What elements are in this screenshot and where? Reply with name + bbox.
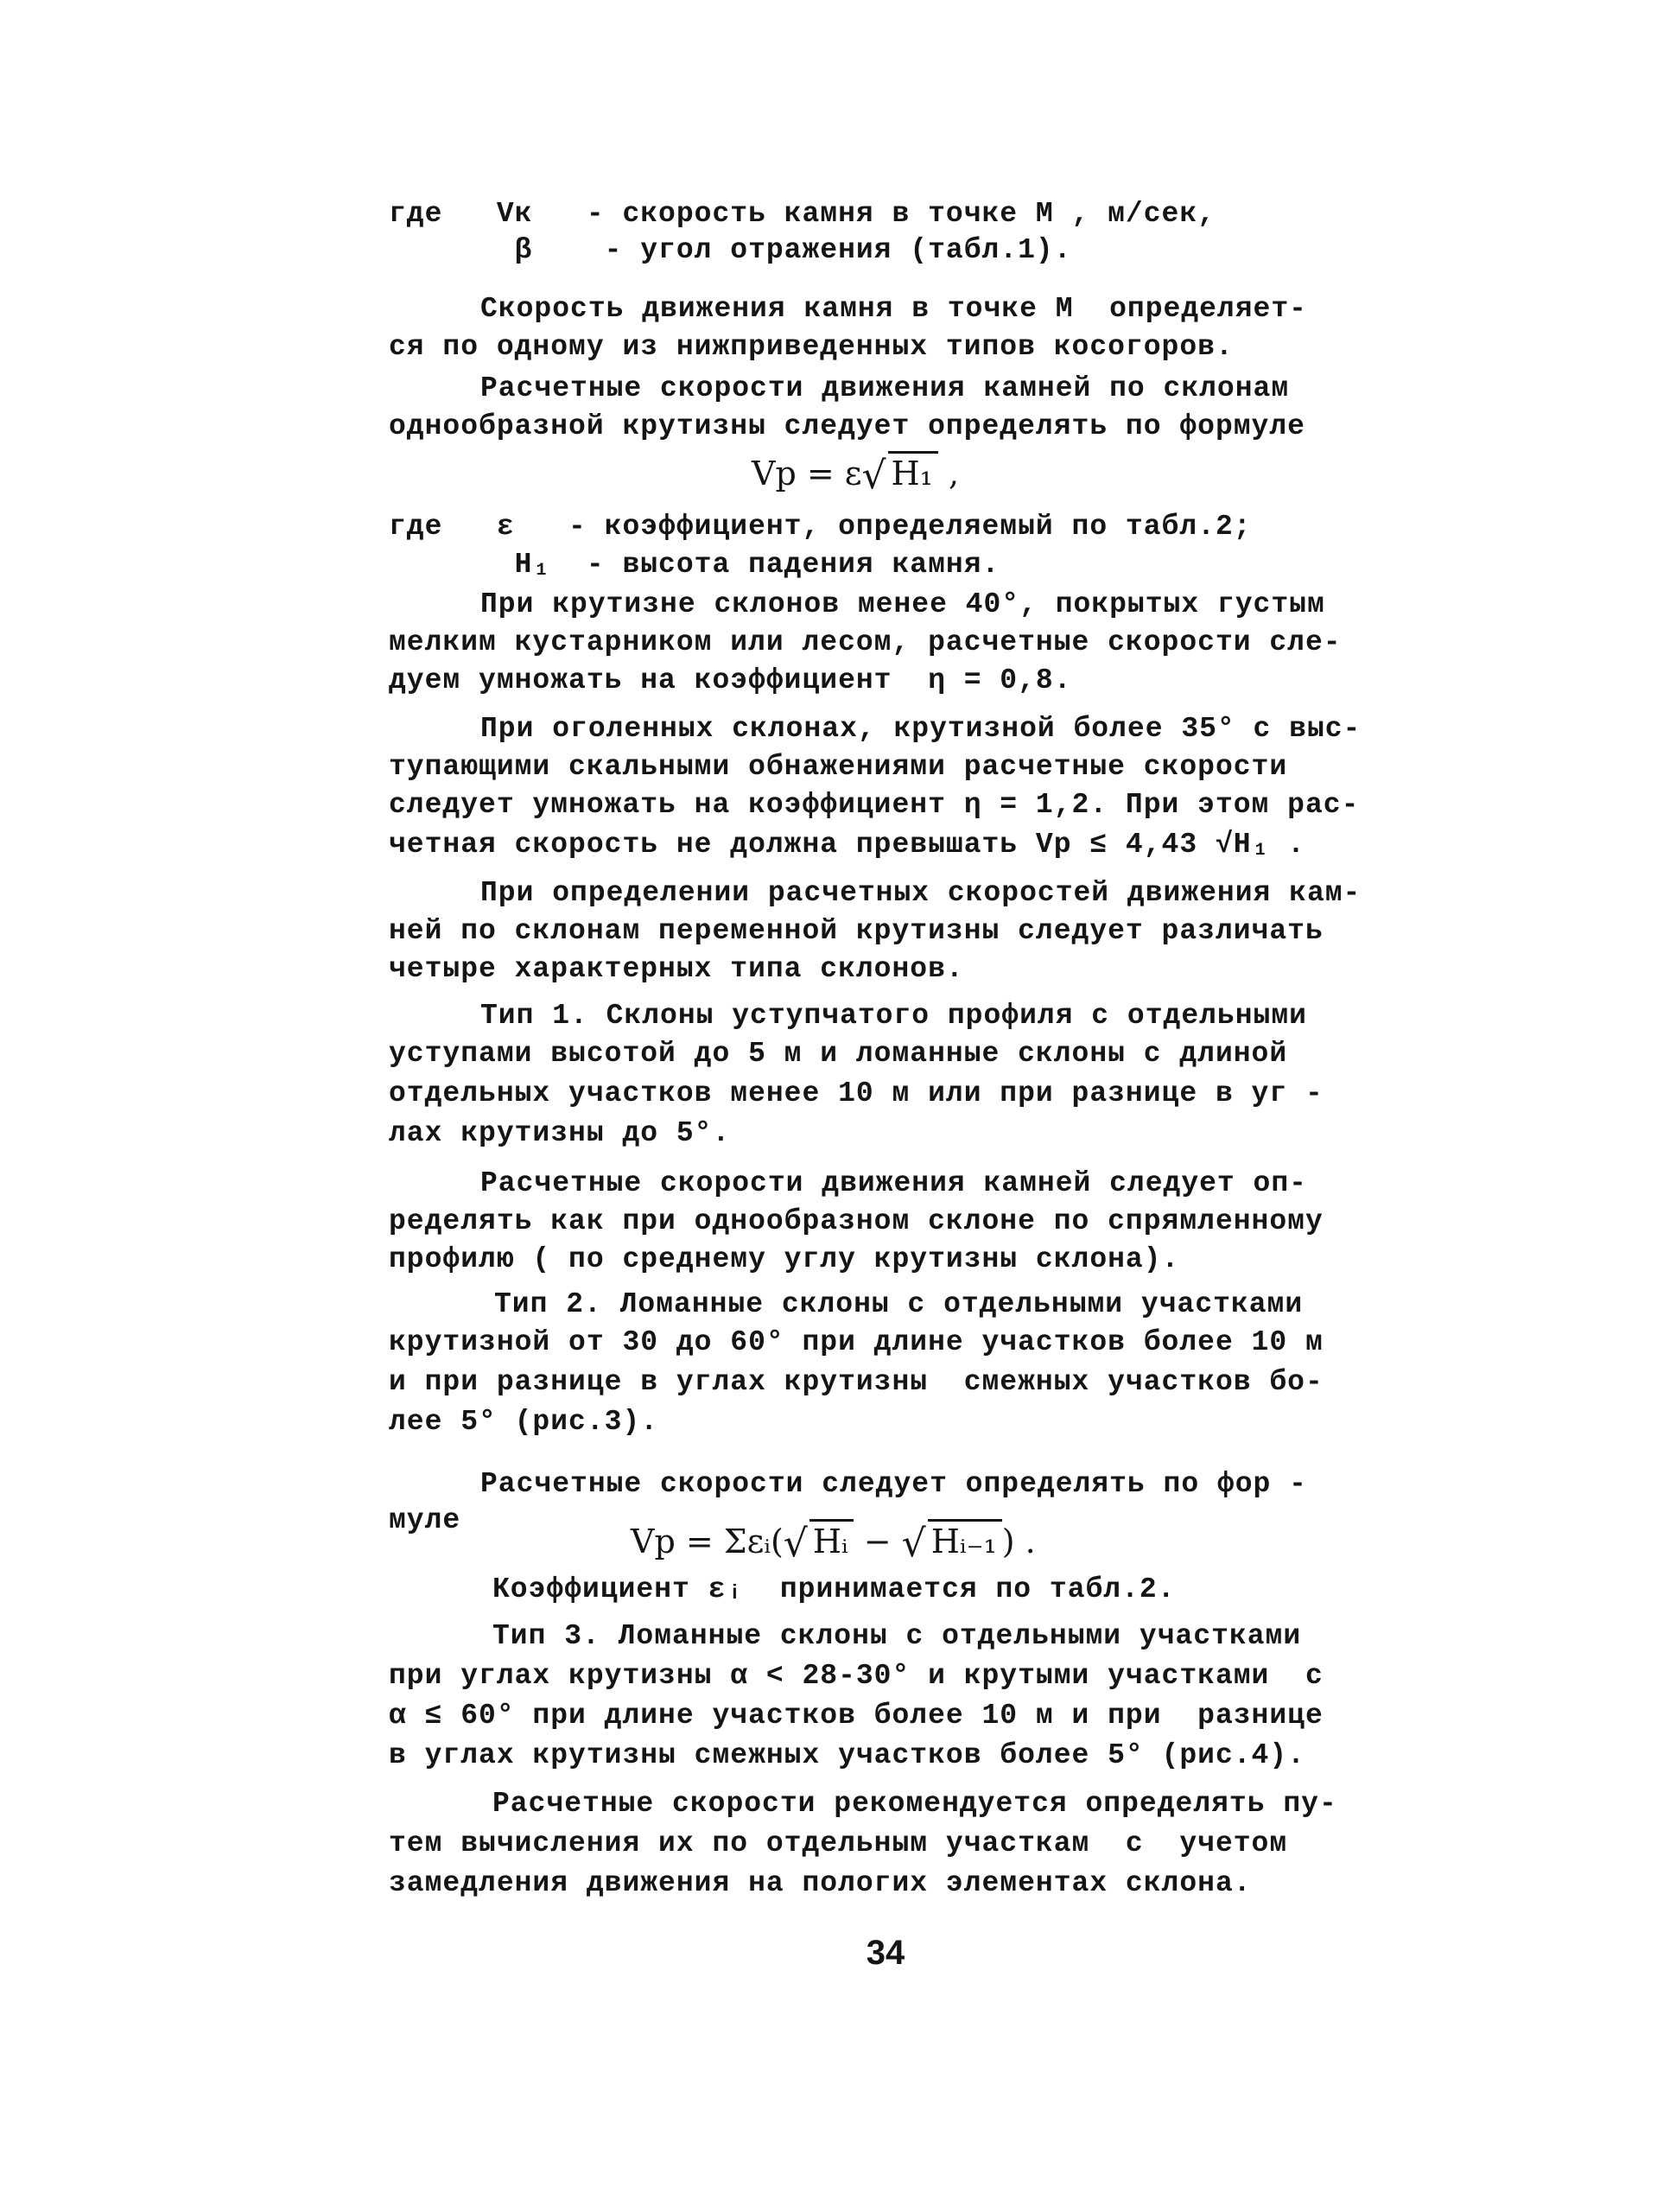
text-line-2: β - угол отражения (табл.1). (389, 234, 1072, 266)
text-line-33: Тип 3. Ломанные склоны с отдельными участками (492, 1620, 1302, 1652)
text-line-25: профилю ( по среднему углу крутизны склона). (389, 1243, 1180, 1275)
text-line-14: следует умножать на коэффициент η = 1,2. При этом рас- (389, 789, 1360, 821)
text-line-37: Расчетные скорости рекомендуется определять пу- (492, 1788, 1337, 1820)
formula-vp-epsilon (752, 451, 959, 496)
text-line-10: мелким кустарником или лесом, расчетные скорости сле- (389, 626, 1342, 658)
text-line-3: Скорость движения камня в точке М определяет- (480, 293, 1307, 325)
text-line-9: При крутизне склонов менее 40°, покрытых густым (480, 588, 1325, 620)
text-line-29: лее 5° (рис.3). (389, 1406, 659, 1438)
text-line-36: в углах крутизны смежных участков более 5° (рис.4). (389, 1739, 1305, 1771)
text-line-24: ределять как при однообразном склоне по спрямленному (389, 1205, 1324, 1237)
text-line-31: муле (389, 1504, 461, 1536)
text-line-32: Коэффициент εᵢ принимается по табл.2. (492, 1573, 1176, 1605)
text-line-30: Расчетные скорости следует определять по фор - (480, 1468, 1307, 1500)
text-line-12: При оголенных склонах, крутизной более 35° с выс- (480, 713, 1362, 745)
formula1-tail: , (937, 454, 960, 493)
text-line-39: замедления движения на пологих элементах склона. (389, 1867, 1252, 1899)
text-line-11: дуем умножать на коэффициент η = 0,8. (389, 664, 1072, 696)
text-line-20: уступами высотой до 5 м и ломанные склоны с длиной (389, 1038, 1288, 1070)
text-line-8: H₁ - высота падения камня. (389, 549, 1000, 581)
sqrt-sign-b: √ (901, 1522, 926, 1566)
formula2-tail: ) . (1001, 1522, 1036, 1560)
text-line-28: и при разнице в углах крутизны смежных участков бо- (389, 1366, 1324, 1398)
text-line-6: однообразной крутизны следует определять по формуле (389, 410, 1305, 442)
text-line-38: тем вычисления их по отдельным участкам с учетом (389, 1827, 1288, 1859)
sqrt-sign: √ (861, 454, 886, 498)
text-line-4: ся по одному из нижприведенных типов косогоров. (389, 331, 1234, 363)
text-line-5: Расчетные скорости движения камней по склонам (480, 372, 1290, 404)
text-line-23: Расчетные скорости движения камней следует оп- (480, 1167, 1307, 1199)
formula-vp-sum (631, 1519, 1036, 1564)
text-line-1: где Vк - скорость камня в точке М , м/сек, (389, 198, 1216, 230)
formula1-lhs: Vp = ε (752, 454, 862, 493)
text-line-26: Тип 2. Ломанные склоны с отдельными участками (494, 1288, 1304, 1320)
page-number: 34 (866, 1934, 905, 1972)
text-line-7: где ε - коэффициент, определяемый по табл.2; (389, 511, 1252, 543)
text-line-16: При определении расчетных скоростей движения кам- (480, 877, 1362, 909)
formula2-lhs: Vp = Σεᵢ( (631, 1522, 784, 1560)
formula1-radicand: H₁ (888, 451, 938, 493)
text-line-27: крутизной от 30 до 60° при длине участков более 10 м (389, 1326, 1324, 1358)
formula2-minus: − (853, 1522, 902, 1560)
text-line-15: четная скорость не должна превышать Vp ≤ 4,43 √H₁ . (389, 829, 1305, 861)
text-line-13: тупающими скальными обнажениями расчетные скорости (389, 751, 1288, 783)
text-line-21: отдельных участков менее 10 м или при разнице в уг - (389, 1077, 1324, 1109)
text-line-18: четыре характерных типа склонов. (389, 953, 964, 985)
text-line-19: Тип 1. Склоны уступчатого профиля с отдельными (480, 1000, 1307, 1032)
sqrt-sign-a: √ (783, 1522, 808, 1566)
text-line-17: ней по склонам переменной крутизны следует различать (389, 915, 1324, 947)
text-line-34: при углах крутизны α < 28-30° и крутыми участками с (389, 1660, 1324, 1692)
text-line-35: α ≤ 60° при длине участков более 10 м и при разнице (389, 1700, 1324, 1732)
text-line-22: лах крутизны до 5°. (389, 1117, 731, 1149)
formula2-radicand-a: Hᵢ (809, 1519, 854, 1561)
formula2-radicand-b: Hᵢ₋₁ (928, 1519, 1002, 1561)
